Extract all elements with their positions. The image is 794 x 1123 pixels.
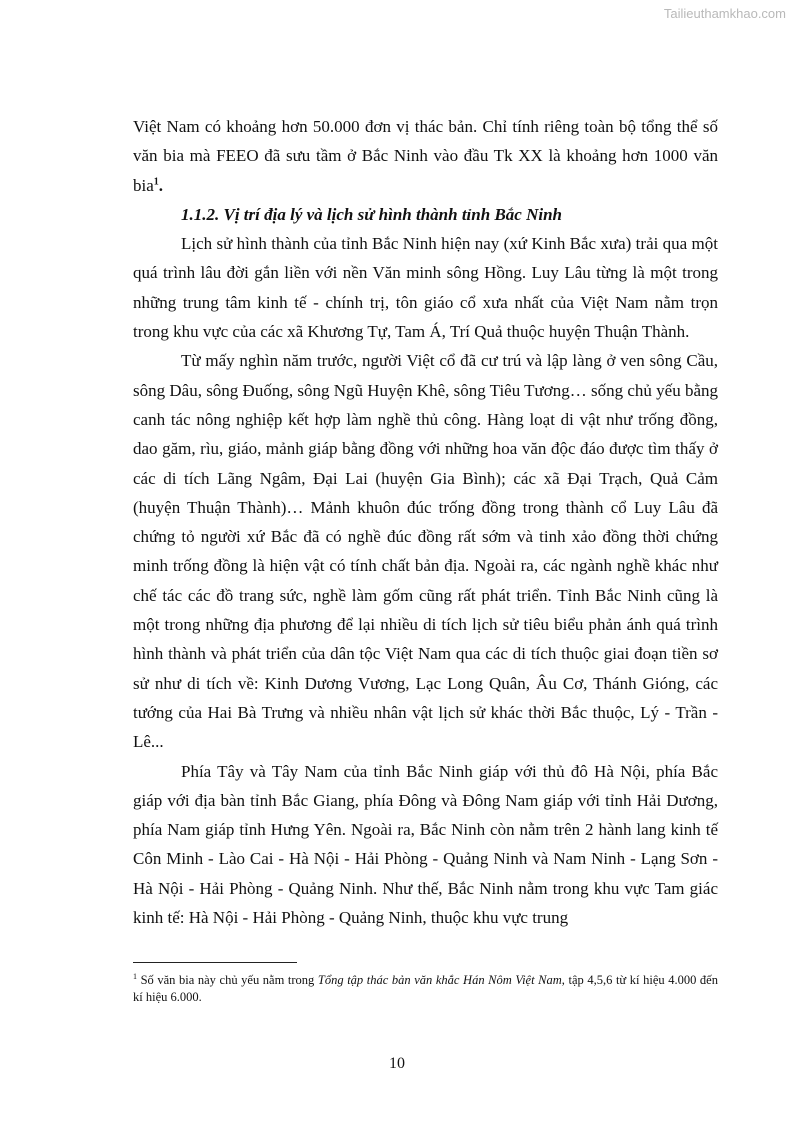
footnote-divider xyxy=(133,962,297,963)
footnote xyxy=(133,972,718,1006)
footnote-reference[interactable]: 1 xyxy=(153,175,159,187)
paragraph-ancient: Từ mấy nghìn năm trước, người Việt cổ đã cư trú và lập làng ở ven sông Cầu, sông Dâu, sông Đuống, sông Ngũ Huyện Khê, sông Tiêu Tương… sống chủ yếu bằng canh tác nông nghiệp kết hợp làm nghề thủ công. Hàng loạt di vật như trống đồng, dao găm, rìu, giáo, mảnh giáp bằng đồng với những hoa văn độc đáo được tìm thấy ở các di tích Lãng Ngâm, Đại Lai (huyện Gia Bình); các xã Đại Trạch, Quả Cảm (huyện Thuận Thành)… Mảnh khuôn đúc trống đồng trong thành cổ Luy Lâu đã chứng tỏ người xứ Bắc đã có nghề đúc đồng rất sớm và tinh xảo đồng thời chứng minh trống đồng là hiện vật có tính chất bản địa. Ngoài ra, các ngành nghề khác như chế tác các đồ trang sức, nghề làm gốm cũng rất phát triển. Tỉnh Bắc Ninh cũng là một trong những địa phương để lại nhiều di tích lịch sử tiêu biểu phản ánh quá trình hình thành và phát triển của dân tộc Việt Nam qua các di tích thuộc giai đoạn tiền sơ sử như di tích về: Kinh Dương Vương, Lạc Long Quân, Âu Cơ, Thánh Gióng, các tướng của Hai Bà Trưng và nhiều nhân vật lịch sử khác thời Bắc thuộc, Lý - Trần - Lê... xyxy=(133,351,719,752)
paragraph-continuation xyxy=(133,112,718,200)
footnote-book-title: Tổng tập thác bản văn khắc Hán Nôm Việt Nam xyxy=(317,973,562,987)
page-body xyxy=(133,112,718,932)
footnote-text-end: , tập 4,5,6 từ kí hiệu 4.000 đến kí hiệu 6.000. xyxy=(133,973,718,1004)
section-heading: 1.1.2. Vị trí địa lý và lịch sử hình thành tỉnh Bắc Ninh xyxy=(181,204,562,224)
paragraph-geography: Phía Tây và Tây Nam của tỉnh Bắc Ninh giáp với thủ đô Hà Nội, phía Bắc giáp với địa bàn tỉnh Bắc Giang, phía Đông và Đông Nam giáp với tỉnh Hải Dương, phía Nam giáp tỉnh Hưng Yên. Ngoài ra, Bắc Ninh còn nằm trên 2 hành lang kinh tế Côn Minh - Lào Cai - Hà Nội - Hải Phòng - Quảng Ninh và Nam Ninh - Lạng Sơn - Hà Nội - Hải Phòng - Quảng Ninh. Như thế, Bắc Ninh nằm trong khu vực Tam giác kinh tế: Hà Nội - Hải Phòng - Quảng Ninh, thuộc khu vực trung xyxy=(133,761,718,928)
footnote-marker: 1 xyxy=(133,971,137,981)
paragraph-end: . xyxy=(158,175,164,195)
paragraph-text: Việt Nam có khoảng hơn 50.000 đơn vị thác bản. Chỉ tính riêng toàn bộ tổng thể số văn bia mà FEEO đã sưu tầm ở Bắc Ninh vào đầu Tk XX là khoảng hơn 1000 văn bia xyxy=(133,117,718,195)
footnote-text: Số văn bia này chủ yếu nằm trong xyxy=(137,973,318,987)
watermark: Tailieuthamkhao.com xyxy=(663,6,786,21)
paragraph-history: Lịch sử hình thành của tỉnh Bắc Ninh hiện nay (xứ Kinh Bắc xưa) trải qua một quá trình lâu đời gắn liền với nền Văn minh sông Hồng. Luy Lâu từng là một trong những trung tâm kinh tế - chính trị, tôn giáo cổ xưa nhất của Việt Nam nằm trọn trong khu vực của các xã Khương Tự, Tam Á, Trí Quả thuộc huyện Thuận Thành. xyxy=(133,234,718,342)
page-number: 10 xyxy=(389,1055,405,1072)
